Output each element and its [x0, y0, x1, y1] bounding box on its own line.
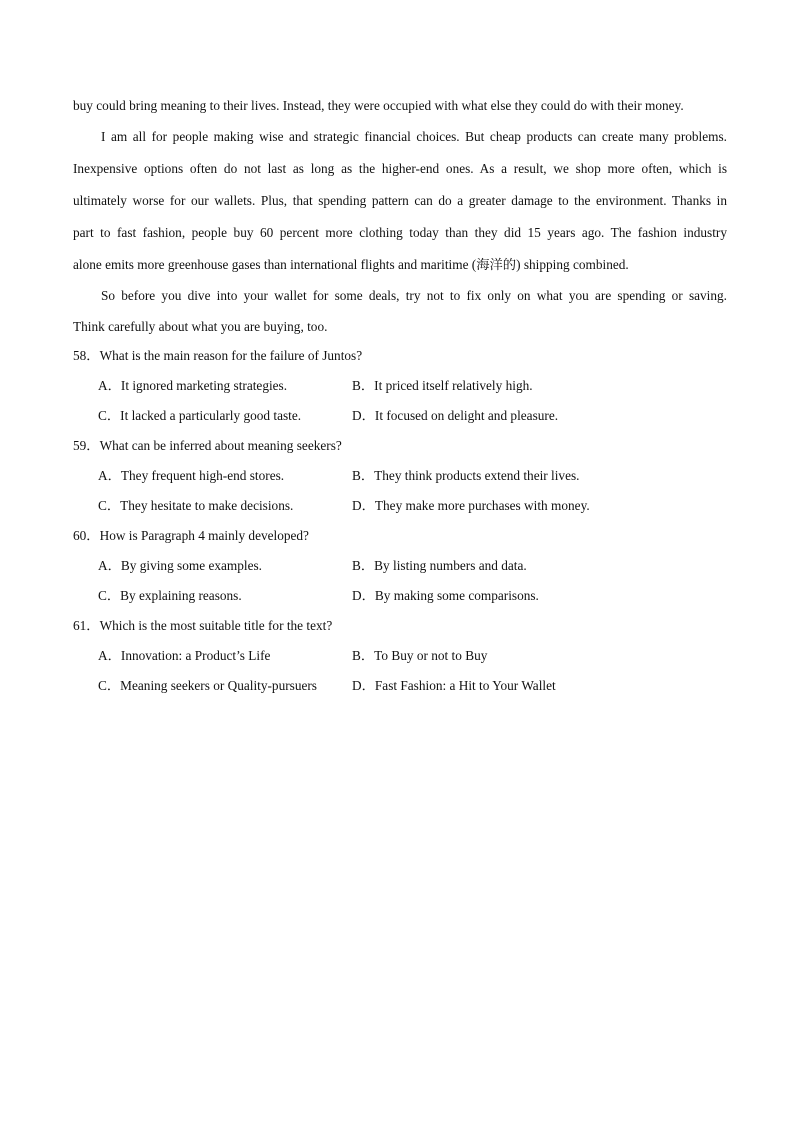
- passage-line: alone emits more greenhouse gases than international flights and maritime (海洋的) shipping combined.: [73, 257, 629, 272]
- answer-option: A．Innovation: a Product’s Life: [98, 648, 271, 663]
- passage-line: buy could bring meaning to their lives. Instead, they were occupied with what else they could do with their money.: [73, 98, 684, 113]
- answer-option: C．They hesitate to make decisions.: [98, 498, 294, 513]
- answer-option: C．It lacked a particularly good taste.: [98, 408, 302, 423]
- question-stem: 60．How is Paragraph 4 mainly developed?: [73, 528, 309, 543]
- passage-line: ultimately worse for our wallets. Plus, that spending pattern can do a greater damage to the environment. Thanks in: [73, 193, 727, 208]
- answer-option: A．By giving some examples.: [98, 558, 262, 573]
- answer-option: B．It priced itself relatively high.: [352, 378, 533, 393]
- passage-line: part to fast fashion, people buy 60 percent more clothing today than they did 15 years ago. The fashion industry: [73, 225, 727, 240]
- answer-option: B．To Buy or not to Buy: [352, 648, 488, 663]
- answer-option: C．Meaning seekers or Quality-pursuers: [98, 678, 317, 693]
- passage-line: Inexpensive options often do not last as long as the higher-end ones. As a result, we shop more often, which is: [73, 161, 727, 176]
- answer-option: A．It ignored marketing strategies.: [98, 378, 288, 393]
- answer-option: D．Fast Fashion: a Hit to Your Wallet: [352, 678, 556, 693]
- answer-option: D．It focused on delight and pleasure.: [352, 408, 559, 423]
- question-stem: 61．Which is the most suitable title for the text?: [73, 618, 333, 633]
- question-stem: 59．What can be inferred about meaning seekers?: [73, 438, 342, 453]
- answer-option: B．By listing numbers and data.: [352, 558, 527, 573]
- answer-option: D．By making some comparisons.: [352, 588, 539, 603]
- answer-option: B．They think products extend their lives.: [352, 468, 580, 483]
- answer-option: D．They make more purchases with money.: [352, 498, 590, 513]
- answer-option: A．They frequent high-end stores.: [98, 468, 285, 483]
- question-stem: 58．What is the main reason for the failure of Juntos?: [73, 348, 363, 363]
- passage-line: So before you dive into your wallet for some deals, try not to fix only on what you are spending or saving.: [101, 288, 727, 303]
- passage-line: I am all for people making wise and strategic financial choices. But cheap products can create many problems.: [101, 129, 727, 144]
- answer-option: C．By explaining reasons.: [98, 588, 242, 603]
- passage-line: Think carefully about what you are buying, too.: [73, 319, 328, 334]
